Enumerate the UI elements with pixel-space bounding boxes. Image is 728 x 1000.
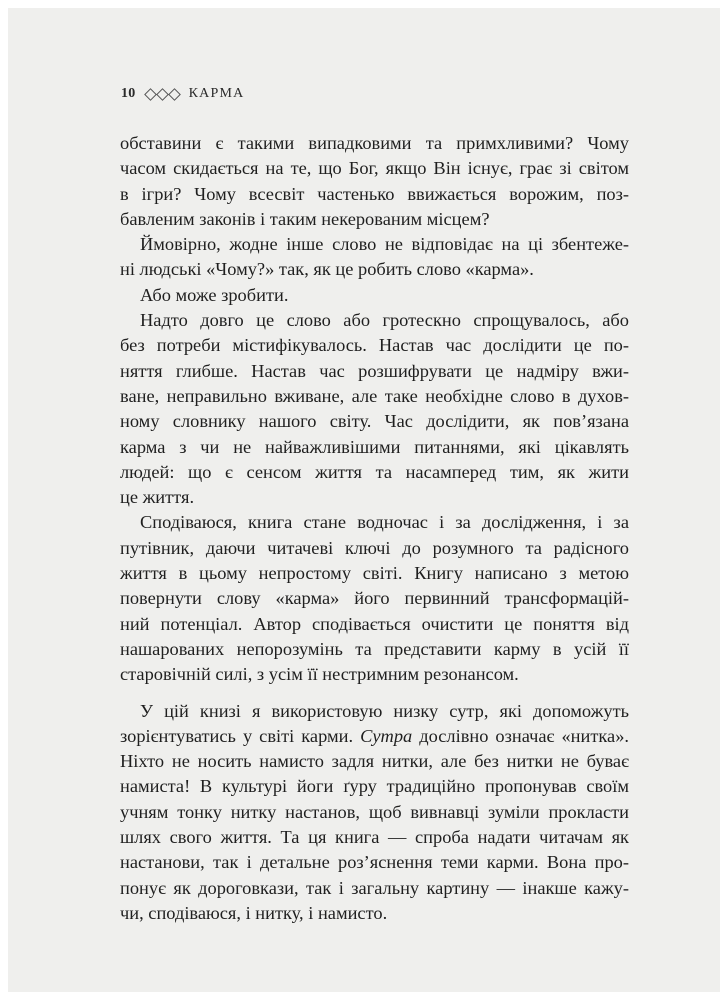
text-line [120, 308, 629, 333]
text-line: понує як дороговкази, так і загальну картину — інакше кажу- [120, 877, 629, 898]
running-title: КАРМА [188, 86, 245, 101]
text-fragment: Або може зробити. [140, 284, 289, 305]
italic-term: Сутра [360, 725, 413, 746]
text-line [120, 724, 629, 749]
book-page [8, 8, 720, 992]
diamond-icon [144, 88, 157, 101]
text-line: няття глибше. Настав час розшифрувати це надміру вжи- [120, 360, 629, 381]
text-line: шлях свого життя. Та ця книга — спроба надати читачам як [120, 827, 629, 848]
text-fragment: Надто довго це слово або гротескно спрощувалось, або [140, 310, 629, 331]
paragraph [120, 699, 629, 927]
text-line: чи, сподіваюся, і нитку, і намисто. [120, 902, 388, 923]
body-text [120, 131, 629, 926]
text-line: людей: що є сенсом життя та насамперед тим, як жити [120, 461, 629, 482]
text-line: карма з чи не найважливішими питаннями, які цікавлять [120, 436, 629, 457]
text-fragment: дослівно означає «нитка». [412, 725, 629, 746]
paragraph [120, 131, 629, 232]
text-fragment: У цій книзі я використовую низку сутр, які допоможуть [140, 700, 629, 721]
paragraph [120, 308, 629, 510]
text-line [120, 283, 629, 308]
text-line: ні людські «Чому?» так, як це робить слово «карма». [120, 259, 534, 280]
text-line: ному словнику нашого світу. Час дослідити, як пов’язана [120, 411, 629, 432]
diamond-icon [156, 88, 169, 101]
text-line: Ніхто не носить намисто задля нитки, але без нитки не буває [120, 751, 629, 772]
text-line: нашарованих непорозумінь та представити карму в усій її [120, 638, 629, 659]
diamond-icon [168, 88, 181, 101]
text-line: бавленим законів і таким некерованим місцем? [120, 208, 490, 229]
text-line [120, 699, 629, 724]
text-line: в ігри? Чому всесвіт частенько ввижається ворожим, поз- [120, 183, 629, 204]
paragraph [120, 510, 629, 687]
text-fragment: Сподіваюся, книга стане водночас і за дослідження, і за [140, 512, 629, 533]
text-fragment: Ймовірно, жодне інше слово не відповідає на ці збентеже- [140, 234, 629, 255]
paragraph-spacer [120, 688, 629, 699]
diamond-ornament-icon [146, 90, 179, 99]
text-line: обставини є такими випадковими та примхливими? Чому [120, 133, 629, 153]
text-line: путівник, даючи читачеві ключі до розумного та радісного [120, 537, 629, 558]
paragraph [120, 232, 629, 283]
text-line: настанови, так і детальне роз’яснення теми карми. Вона про- [120, 852, 629, 873]
text-line: ний потенціал. Автор сподівається очистити це поняття від [120, 613, 629, 634]
paragraph [120, 283, 629, 308]
text-line [120, 510, 629, 535]
text-line: намиста! В культурі йоги ґуру традиційно пропонував своїм [120, 776, 629, 797]
running-header [121, 86, 244, 102]
text-line: старовічній силі, з усім її нестримним резонансом. [120, 664, 519, 685]
text-fragment: зорієнтуватись у світі карми. [120, 725, 354, 746]
page-number: 10 [121, 86, 136, 101]
text-line: життя в цьому непростому світі. Книгу написано з метою [120, 563, 629, 584]
text-line [120, 232, 629, 257]
text-line: учням тонку нитку настанов, щоб вивнавці зуміли прокласти [120, 801, 629, 822]
text-line: без потреби містифікувалось. Настав час дослідити це по- [120, 335, 629, 356]
text-line: ване, неправильно вживане, але таке необхідне слово в духов- [120, 385, 629, 406]
text-line: повернути слову «карма» його первинний трансформацій- [120, 588, 629, 609]
text-line: це життя. [120, 487, 195, 508]
text-line: часом скидається на те, що Бог, якщо Він існує, грає зі світом [120, 158, 629, 179]
